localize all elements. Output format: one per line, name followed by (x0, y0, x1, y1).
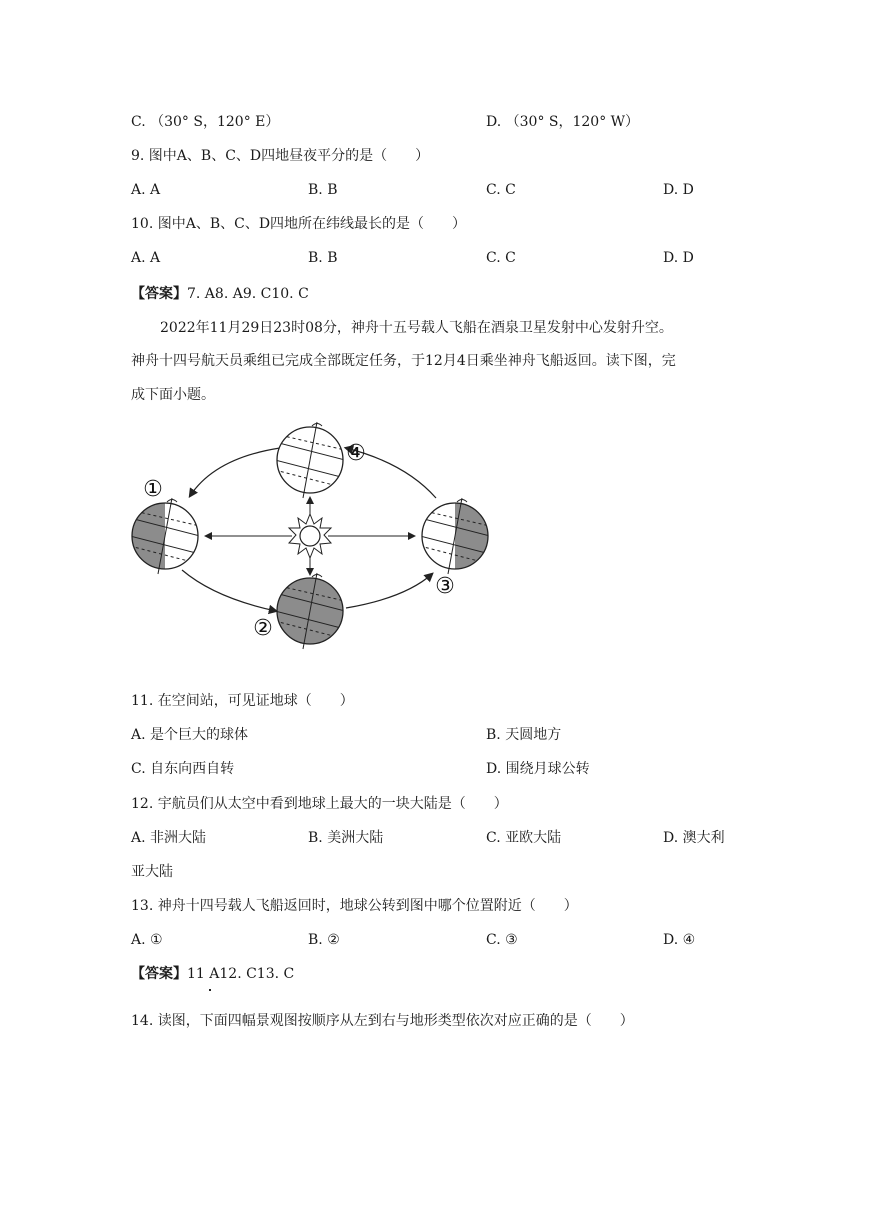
sun-icon (289, 514, 331, 558)
q11-stem: 11. 在空间站，可见证地球（ ） (131, 693, 354, 709)
answer-block-2 (131, 964, 294, 984)
q8-option-c: C. （30° S，120° E） (131, 114, 280, 130)
passage-line-2: 神舟十四号航天员乘组已完成全部既定任务，于12月4日乘坐神舟飞船返回。读下图，完 (131, 353, 676, 369)
q12-stem: 12. 宇航员们从太空中看到地球上最大的一块大陆是（ ） (131, 796, 508, 812)
q9-option-b: B. B (308, 182, 338, 198)
q10-option-c: C. C (486, 250, 516, 266)
earth-position-2 (275, 573, 345, 649)
label-position-2: ② (253, 616, 273, 641)
q11-option-c: C. 自东向西自转 (131, 761, 235, 777)
q9-stem: 9. 图中A、B、C、D四地昼夜平分的是（ ） (131, 148, 430, 164)
q12-option-b: B. 美洲大陆 (308, 830, 384, 846)
earth-position-3 (420, 498, 490, 574)
label-position-3: ③ (435, 574, 455, 599)
q9-option-d: D. D (663, 182, 694, 198)
q10-option-d: D. D (663, 250, 694, 266)
q13-option-a: A. ① (131, 932, 163, 948)
stray-dot (209, 989, 211, 991)
q12-option-d: D. 澳大利 (663, 830, 725, 846)
passage-line-1: 2022年11月29日23时08分，神舟十五号载人飞船在酒泉卫星发射中心发射升空。 (160, 320, 673, 336)
q12-option-d-wrap: 亚大陆 (131, 864, 173, 880)
answer-text: 11 A12. C13. C (187, 966, 295, 982)
q13-option-c: C. ③ (486, 932, 518, 948)
q12-option-a: A. 非洲大陆 (131, 830, 207, 846)
label-position-4: ④ (346, 441, 366, 466)
q10-option-a: A. A (131, 250, 161, 266)
label-position-1: ① (143, 477, 163, 502)
q11-option-b: B. 天圆地方 (486, 727, 562, 743)
q13-option-b: B. ② (308, 932, 340, 948)
q13-stem: 13. 神舟十四号载人飞船返回时，地球公转到图中哪个位置附近（ ） (131, 898, 578, 914)
answer-text: 7. A8. A9. C10. C (187, 286, 309, 302)
earth-position-1 (130, 498, 200, 574)
q12-option-c: C. 亚欧大陆 (486, 830, 562, 846)
q8-option-d: D. （30° S，120° W） (486, 114, 640, 130)
q14-stem: 14. 读图，下面四幅景观图按顺序从左到右与地形类型依次对应正确的是（ ） (131, 1013, 634, 1029)
q10-stem: 10. 图中A、B、C、D四地所在纬线最长的是（ ） (131, 216, 467, 232)
answer-label: 【答案】 (131, 966, 187, 982)
answer-label: 【答案】 (131, 286, 187, 302)
q9-option-c: C. C (486, 182, 516, 198)
q11-option-d: D. 围绕月球公转 (486, 761, 590, 777)
answer-block-1 (131, 284, 309, 304)
q11-option-a: A. 是个巨大的球体 (131, 727, 249, 743)
q9-option-a: A. A (131, 182, 161, 198)
passage-line-3: 成下面小题。 (131, 387, 215, 403)
earth-orbit-diagram (120, 418, 500, 654)
earth-position-4 (275, 422, 345, 498)
q10-option-b: B. B (308, 250, 338, 266)
q13-option-d: D. ④ (663, 932, 696, 948)
